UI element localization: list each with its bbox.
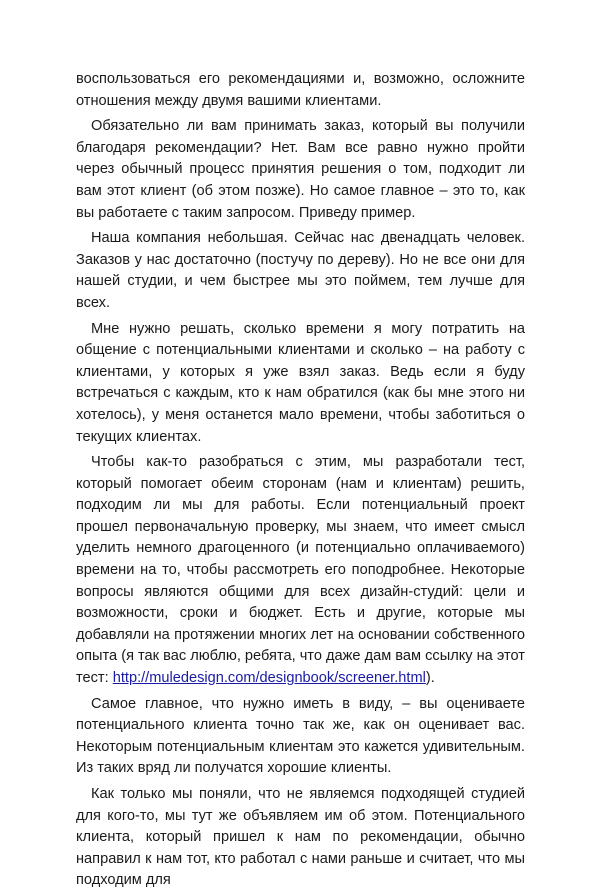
screening-text-before: Чтобы как-то разобраться с этим, мы разработали тест, который помогает обеим сторонам (нам и клиентам) решить, подходим ли мы для работы. Если потенциальный проект прошел первоначальную проверку, мы знаем, что имеет смысл уделить немного драгоценного (и потенциально оплачиваемого) времени на то, чтобы рассмотреть его поподробнее. Некоторые вопросы являются общими для всех дизайн-студий: цели и возможности, сроки и бюджет. Есть и другие, которые мы добавляли на протяжении многих лет на основании собственного опыта (я так вас люблю, ребята, что даже дам вам ссылку на этот тест: (76, 454, 525, 687)
paragraph-declining-clients: Как только мы поняли, что не являемся подходящей студией для кого-то, мы тут же объявляем им об этом. Потенциального клиента, который пришел к нам по рекомендации, обычно направил к нам тот, кто работал с нами раньше и считает, что мы подходим для (76, 786, 525, 889)
screening-text-after: ). (425, 670, 435, 687)
paragraph-mutual-evaluation: Самое главное, что нужно иметь в виду, – вы оцениваете потенциального клиента точно так же, как он оценивает вас. Некоторым потенциальным клиентам это кажется удивительным. Из таких вряд ли получатся хорошие клиенты. (76, 695, 525, 777)
document-page (76, 69, 525, 896)
paragraph-screening-test (76, 452, 525, 690)
paragraph-time-allocation: Мне нужно решать, сколько времени я могу потратить на общение с потенциальными клиентами и сколько – на работу с клиентами, у которых я уже взял заказ. Ведь если я буду встречаться с каждым, кто к нам обратился (как бы мне этого ни хотелось), у меня останется мало времени, чтобы заботиться о текущих клиентах. (76, 320, 525, 445)
paragraph-continuation: воспользоваться его рекомендациями и, возможно, осложните отношения между двумя вашими клиентами. (76, 71, 525, 109)
paragraph-company-size: Наша компания небольшая. Сейчас нас двенадцать человек. Заказов у нас достаточно (постучу по дереву). Но не все они для нашей студии, и чем быстрее мы это поймем, тем лучше для всех. (76, 230, 525, 311)
screener-link[interactable]: http://muledesign.com/designbook/screener.html (112, 670, 426, 687)
paragraph-referral-question: Обязательно ли вам принимать заказ, который вы получили благодаря рекомендации? Нет. Вам все равно нужно пройти через обычный процесс принятия решения о том, подходит ли вам этот клиент (об этом позже). Но самое главное – это то, как вы работаете с таким запросом. Приведу пример. (76, 118, 525, 221)
